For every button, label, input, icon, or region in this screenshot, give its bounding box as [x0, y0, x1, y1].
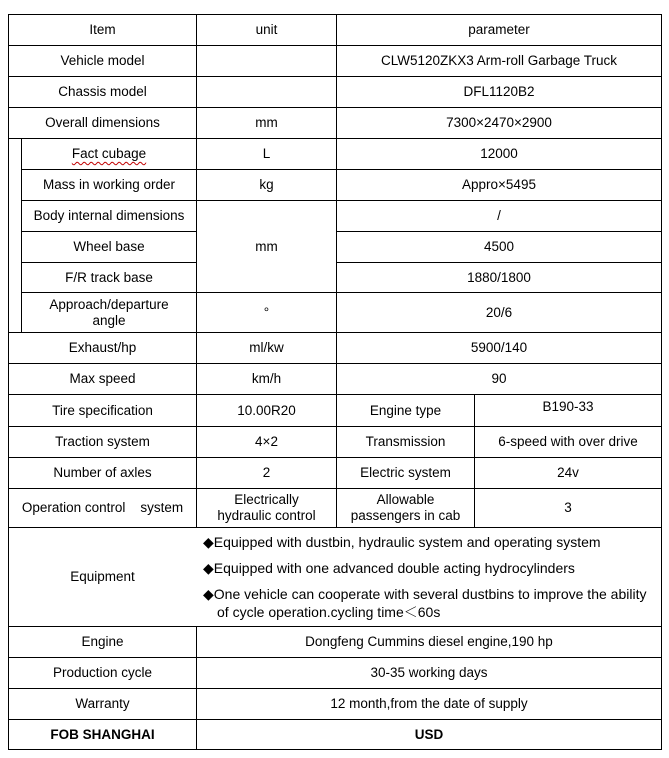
passengers-label-line2: passengers in cab	[350, 508, 461, 523]
row-value: Appro×5495	[462, 177, 536, 192]
row-label: Number of axles	[53, 465, 152, 480]
row-unit: kg	[259, 177, 274, 192]
row-label-2	[336, 488, 475, 528]
row-unit: km/h	[251, 371, 282, 386]
row-label-2: Engine type	[369, 402, 442, 418]
fact-cubage-label: Fact cubage	[71, 146, 147, 161]
row-label: Body internal dimensions	[33, 208, 185, 223]
row-value: 10.00R20	[237, 402, 296, 418]
row-label: Mass in working order	[42, 177, 176, 192]
row-unit	[196, 45, 337, 77]
row-unit: mm	[255, 238, 278, 254]
row-label: Chassis model	[58, 84, 147, 99]
equipment-list	[203, 527, 663, 627]
equipment-item	[203, 585, 663, 621]
row-value-2: 3	[564, 500, 572, 515]
row-label: Max speed	[69, 371, 136, 386]
equipment-text: Equipped with dustbin, hydraulic system and operating system	[213, 534, 601, 550]
row-label: Exhaust/hp	[68, 340, 137, 355]
equipment-text-continued: of cycle operation.cycling time＜60s	[217, 604, 441, 620]
header-parameter: parameter	[468, 22, 530, 37]
header-item: Item	[89, 22, 116, 37]
row-label: Production cycle	[52, 665, 153, 680]
row-value: /	[497, 208, 501, 223]
diamond-bullet-icon: ◆	[203, 586, 214, 602]
row-label: Tire specification	[52, 402, 153, 418]
row-value: 7300×2470×2900	[446, 115, 552, 130]
row-value: DFL1120B2	[463, 84, 535, 99]
row-value	[196, 488, 337, 528]
row-value: 4×2	[255, 434, 278, 449]
row-label: F/R track base	[65, 269, 153, 285]
row-label: Traction system	[55, 434, 150, 449]
row-unit	[196, 76, 337, 108]
row-value: 12000	[480, 146, 518, 161]
row-label: Engine	[81, 634, 124, 649]
row-value: CLW5120ZKX3 Arm-roll Garbage Truck	[380, 53, 618, 68]
diamond-bullet-icon: ◆	[203, 534, 214, 550]
row-value-2: 24v	[557, 465, 579, 480]
equipment-text: Equipped with one advanced double acting hydrocylinders	[213, 560, 575, 576]
row-value-2: B190-33	[542, 399, 594, 414]
row-value: 2	[262, 465, 271, 480]
row-label-2: Transmission	[365, 434, 446, 449]
row-label-2: Electric system	[360, 465, 451, 480]
row-unit: L	[262, 146, 271, 161]
row-value: 30-35 working days	[370, 665, 488, 680]
passengers-label-line1: Allowable	[376, 492, 435, 507]
approach-label-line2: angle	[92, 312, 126, 328]
equipment-text: One vehicle can cooperate with several dustbins to improve the ability	[213, 586, 647, 602]
approach-label-line1: Approach/departure	[49, 296, 169, 312]
equipment-item	[203, 560, 575, 577]
header-unit: unit	[255, 22, 278, 37]
row-label: Warranty	[75, 696, 130, 711]
row-label: Vehicle model	[60, 53, 145, 68]
row-value: 5900/140	[470, 340, 528, 355]
row-unit: ml/kw	[249, 340, 284, 355]
operation-value-line1: Electrically	[234, 492, 299, 507]
row-value: 20/6	[485, 304, 513, 320]
row-value: 90	[491, 371, 507, 386]
diamond-bullet-icon: ◆	[203, 560, 214, 576]
row-unit: °	[263, 304, 270, 320]
fob-value: USD	[414, 726, 444, 742]
equipment-item	[203, 534, 601, 551]
row-label	[21, 138, 197, 170]
equipment-label: Equipment	[70, 569, 135, 584]
row-label: Wheel base	[73, 239, 145, 254]
operation-value-line2: hydraulic control	[217, 508, 316, 523]
fob-label: FOB SHANGHAI	[50, 726, 155, 742]
row-unit: mm	[255, 115, 278, 130]
row-value-2: 6-speed with over drive	[498, 434, 638, 449]
row-value: 4500	[483, 239, 515, 254]
row-value: Dongfeng Cummins diesel engine,190 hp	[305, 634, 553, 649]
row-value: 12 month,from the date of supply	[330, 696, 528, 711]
row-label: Overall dimensions	[45, 115, 160, 130]
row-label: Operation control system	[21, 500, 184, 515]
row-value: 1880/1800	[467, 269, 531, 285]
row-label	[21, 292, 197, 333]
